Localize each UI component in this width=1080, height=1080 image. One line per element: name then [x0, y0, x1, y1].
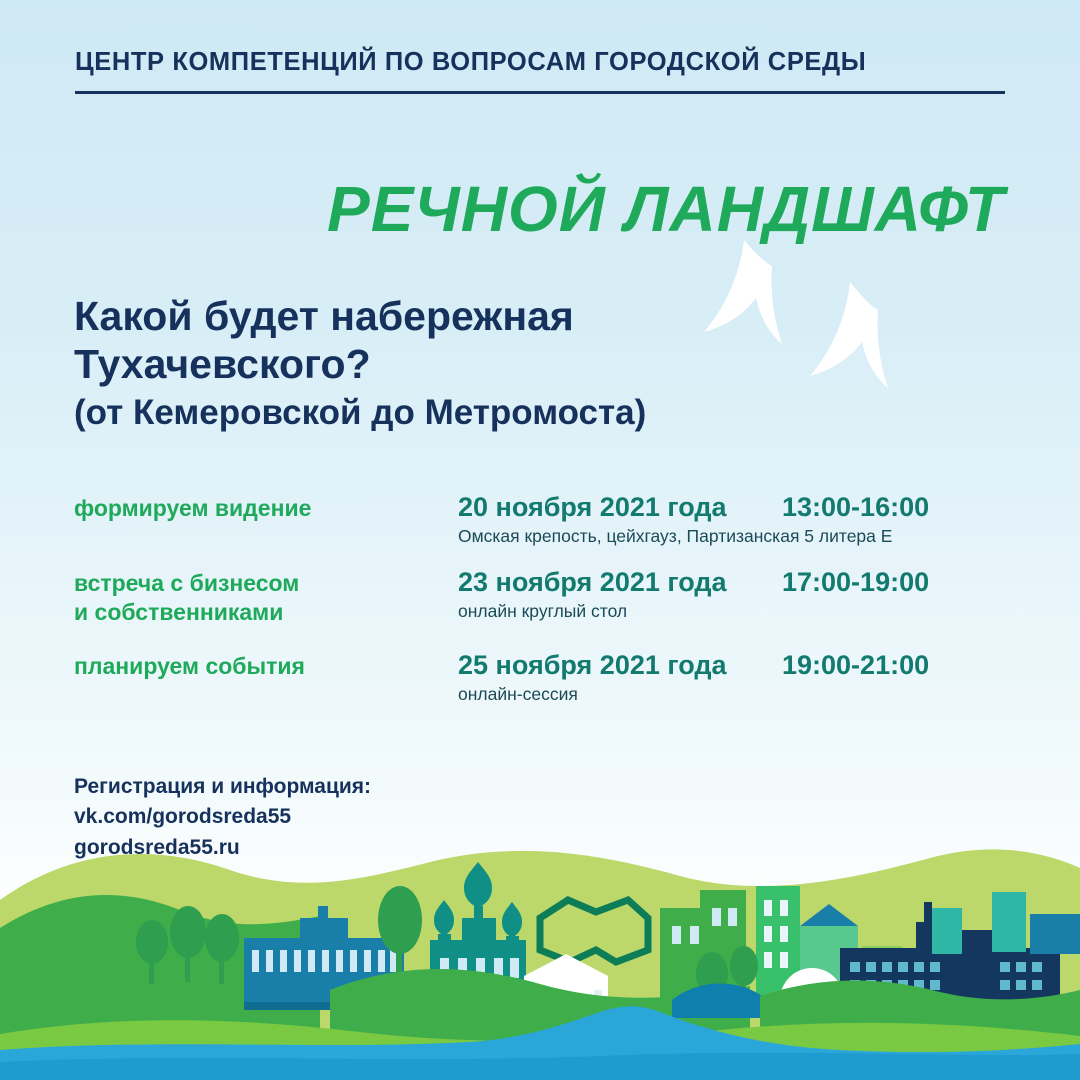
- organization-title: ЦЕНТР КОМПЕТЕНЦИЙ ПО ВОПРОСАМ ГОРОДСКОЙ СРЕДЫ: [75, 48, 867, 76]
- registration-site-link[interactable]: gorodsreda55.ru: [74, 835, 240, 859]
- schedule-time: 13:00-16:00: [782, 492, 930, 522]
- schedule-place: онлайн круглый стол: [458, 601, 628, 621]
- schedule-label: [74, 569, 444, 627]
- schedule-place: онлайн-сессия: [458, 684, 578, 704]
- seagulls-icon: [700, 240, 990, 405]
- subtitle-line-1: Какой будет набережная: [74, 293, 574, 339]
- registration-heading: Регистрация и информация:: [74, 775, 372, 798]
- subtitle-line-3: (от Кемеровской до Метромоста): [74, 392, 647, 432]
- schedule-date: 25 ноября 2021 года: [458, 650, 727, 680]
- schedule-label: планируем события: [74, 653, 305, 679]
- schedule-label-line-2: и собственниками: [74, 598, 284, 625]
- page-title: РЕЧНОЙ ЛАНДШАФТ: [327, 173, 1005, 245]
- schedule-time: 19:00-21:00: [782, 650, 930, 680]
- header: [75, 48, 1005, 94]
- header-divider: [75, 91, 1005, 94]
- schedule-place: Омская крепость, цейхгауз, Партизанская 5 литера Е: [458, 526, 893, 546]
- subtitle-line-2: Тухачевского?: [74, 340, 371, 387]
- registration-block: [74, 772, 371, 863]
- schedule-label: формируем видение: [74, 495, 312, 521]
- schedule-date: 20 ноября 2021 года: [458, 492, 727, 522]
- schedule-label-line-1: встреча с бизнесом: [74, 570, 300, 596]
- registration-vk-link[interactable]: vk.com/gorodsreda55: [74, 805, 292, 829]
- schedule-date: 23 ноября 2021 года: [458, 567, 727, 597]
- schedule-time: 17:00-19:00: [782, 567, 930, 597]
- page-subtitle: [74, 293, 646, 434]
